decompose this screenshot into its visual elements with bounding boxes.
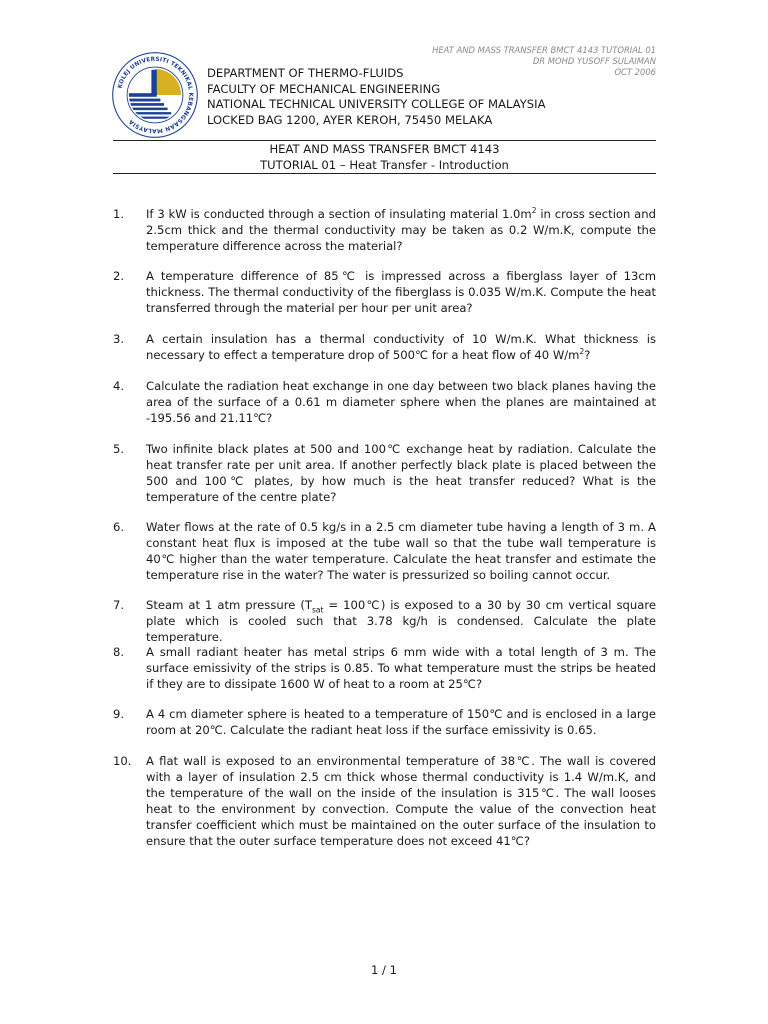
question-number: 10. (113, 754, 132, 768)
question-text: A small radiant heater has metal strips 6 mm wide with a total length of 3 m. The surface emissivity of the strips is 0.85. To what temperature must the strips be heated if they are to dissipate 1600 W of heat to a room at 25℃? (146, 645, 656, 691)
university-logo (110, 50, 200, 140)
question-5 (113, 441, 656, 505)
department-name: DEPARTMENT OF THERMO-FLUIDS (207, 66, 404, 80)
question-number: 1. (113, 207, 125, 221)
question-text: A certain insulation has a thermal conductivity of 10 W/m.K. What thickness is necessary to effect a temperature drop of 500℃ for a heat flow of 40 $W/m^2$? (146, 332, 656, 362)
department-block (207, 66, 546, 128)
tutorial-title: TUTORIAL 01 – Heat Transfer - Introduction (260, 157, 509, 172)
question-4 (113, 378, 656, 426)
question-text: Calculate the radiation heat exchange in one day between two black planes having the area of the surface of a 0.61 m diameter sphere when the planes are maintained at -195.56 and 21.11℃? (146, 379, 656, 425)
question-7 (113, 597, 656, 645)
page-number: 1 / 1 (370, 963, 398, 977)
question-6 (113, 519, 656, 583)
question-number: 4. (113, 379, 125, 393)
question-2 (113, 268, 656, 316)
question-8 (113, 644, 656, 692)
question-number: 8. (113, 645, 125, 659)
top-divider (113, 140, 656, 141)
question-1 (113, 206, 656, 254)
logo-ring-text: KOLEJ UNIVERSITI TEKNIKAL KEBANGSAAN MALAYSIA (117, 56, 194, 134)
header-note-author: DR MOHD YUSOFF SULAIMAN (532, 56, 656, 66)
bottom-divider (113, 173, 656, 174)
question-text: Steam at 1 atm pressure ($T_{sat}$ = 100℃) is exposed to a 30 by 30 cm vertical square plate which is cooled such that 3.78 kg/h is condensed. Calculate the plate temperature. (146, 598, 656, 644)
question-text: A flat wall is exposed to an environmental temperature of 38℃. The wall is covered with a layer of insulation 2.5 cm thick whose thermal conductivity is 1.4 W/m.K, and the temperature of the wall on the inside of the insulation is 315℃. The wall looses heat to the environment by convection. Compute the value of the convection heat transfer coefficient which must be maintained on the outer surface of the insulation to ensure that the outer surface temperature does not exceed 41℃? (146, 754, 656, 848)
course-title: HEAT AND MASS TRANSFER BMCT 4143 (269, 142, 500, 156)
header-note-course: HEAT AND MASS TRANSFER BMCT 4143 TUTORIAL 01 (432, 45, 656, 55)
faculty-name: FACULTY OF MECHANICAL ENGINEERING (207, 81, 441, 96)
question-text: Water flows at the rate of 0.5 kg/s in a 2.5 cm diameter tube having a length of 3 m. A constant heat flux is imposed at the tube wall so that the tube wall temperature is 40℃ higher than the water temperature. Calculate the heat transfer and estimate the temperature rise in the water? The water is pressurized so boiling cannot occur. (146, 520, 656, 582)
question-text: Two infinite black plates at 500 and 100℃ exchange heat by radiation. Calculate the heat transfer rate per unit area. If another perfectly black plate is placed between the 500 and 100℃ plates, by how much is the heat transfer reduced? What is the temperature of the centre plate? (146, 442, 656, 504)
question-3 (113, 331, 656, 363)
question-9 (113, 706, 656, 738)
question-number: 9. (113, 707, 125, 721)
header-note-date: OCT 2006 (614, 67, 656, 77)
course-heading (113, 142, 656, 173)
question-number: 3. (113, 332, 125, 346)
question-text: If 3 kW is conducted through a section of insulating material $1.0m^2$ in cross section and 2.5cm thick and the thermal conductivity may be taken as 0.2 W/m.K, compute the temperature difference across the material? (146, 206, 656, 253)
question-text: A 4 cm diameter sphere is heated to a temperature of 150℃ and is enclosed in a large room at 20℃. Calculate the radiant heat loss if the surface emissivity is 0.65. (146, 707, 656, 737)
university-address: LOCKED BAG 1200, AYER KEROH, 75450 MELAKA (207, 112, 493, 127)
question-number: 2. (113, 269, 125, 283)
question-text: A temperature difference of 85℃ is impressed across a fiberglass layer of 13cm thickness. The thermal conductivity of the fiberglass is 0.035 W/m.K. Compute the heat transferred through the material per hour per unit area? (146, 269, 656, 315)
question-number: 6. (113, 520, 125, 534)
question-10 (113, 753, 656, 849)
question-number: 7. (113, 598, 125, 612)
question-number: 5. (113, 442, 125, 456)
university-name: NATIONAL TECHNICAL UNIVERSITY COLLEGE OF MALAYSIA (207, 97, 546, 111)
